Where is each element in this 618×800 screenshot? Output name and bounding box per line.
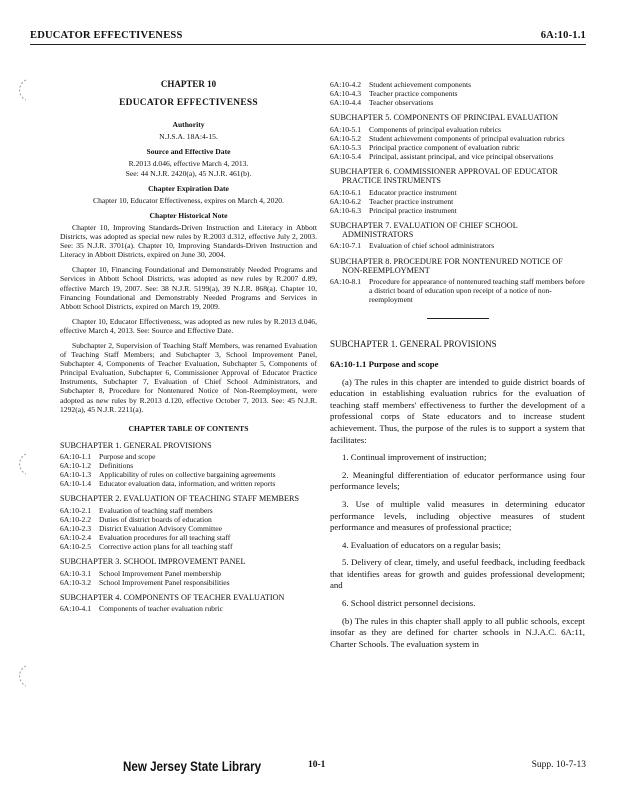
toc-section-number: 6A:10-4.2 (330, 80, 362, 89)
toc-section-number: 6A:10-3.2 (60, 577, 92, 587)
toc-section-title: School Improvement Panel membership (99, 568, 222, 578)
toc-subchapter-heading: SUBCHAPTER 6. COMMISSIONER APPROVAL OF EDUCATOR PRACTICE INSTRUMENTS (330, 166, 558, 186)
toc-section-number: 6A:10-6.3 (330, 205, 362, 215)
table-of-contents (60, 441, 317, 613)
expiration-text: Chapter 10, Educator Effectiveness, expires on March 4, 2020. (93, 195, 284, 205)
right-column (330, 80, 585, 656)
expiration-heading: Chapter Expiration Date (148, 183, 229, 193)
toc-section-title: Teacher observations (369, 98, 434, 108)
toc-entry (330, 241, 585, 250)
toc-section-number: 6A:10-7.1 (330, 241, 362, 251)
toc-section-title: Components of teacher evaluation rubric (99, 604, 223, 614)
toc-section-title: Principal practice instrument (369, 205, 457, 215)
toc-section-number: 6A:10-1.1 (60, 452, 92, 462)
page-number: 10-1 (308, 760, 326, 770)
toc-section-number: 6A:10-4.4 (330, 98, 362, 108)
toc-section-number: 6A:10-1.4 (60, 479, 92, 489)
toc-section-number: 6A:10-2.3 (60, 523, 92, 533)
header-section-number: 6A:10-1.1 (540, 30, 586, 41)
toc-section-title: Teacher practice instrument (369, 196, 454, 206)
toc-section-number: 6A:10-1.2 (60, 461, 92, 471)
toc-entry (60, 533, 317, 542)
source-line: See: 44 N.J.R. 2420(a), 45 N.J.R. 461(b). (125, 168, 252, 178)
subchapter-title: SUBCHAPTER 1. GENERAL PROVISIONS (330, 339, 497, 350)
toc-section-title: Student achievement components of principal evaluation rubrics (369, 133, 565, 143)
toc-entry (60, 604, 317, 613)
toc-section-title: Teacher practice components (369, 89, 458, 99)
toc-section-title: Evaluation of teaching staff members (99, 505, 213, 515)
toc-entry (330, 89, 585, 98)
toc-section-title: Educator practice instrument (369, 187, 457, 197)
toc-entry (330, 134, 585, 143)
toc-entry (60, 452, 317, 461)
left-column (60, 80, 317, 613)
chapter-title: EDUCATOR EFFECTIVENESS (119, 98, 258, 109)
library-watermark: New Jersey State Library (123, 759, 262, 774)
toc-section-number: 6A:10-2.2 (60, 514, 92, 524)
source-line: R.2013 d.046, effective March 4, 2013. (128, 159, 249, 169)
toc-entry (60, 542, 317, 551)
body-paragraph: 4. Evaluation of educators on a regular basis; (342, 539, 501, 550)
body-paragraph: 5. Delivery of clear, timely, and useful feedback, including feedback that identifies areas for growth and guides professional development; and (330, 557, 585, 591)
header-rule (30, 44, 586, 45)
toc-subchapter-heading: SUBCHAPTER 3. SCHOOL IMPROVEMENT PANEL (60, 557, 246, 567)
history-heading: Chapter Historical Note (149, 210, 228, 220)
toc-section-title: Corrective action plans for all teaching staff (99, 542, 233, 552)
header-title: EDUCATOR EFFECTIVENESS (30, 30, 183, 41)
toc-section-number: 6A:10-2.5 (60, 542, 92, 552)
toc-entry (60, 479, 317, 488)
toc-section-title: Student achievement components (369, 80, 472, 89)
toc-section-number: 6A:10-4.1 (60, 604, 92, 614)
toc-section-number: 6A:10-8.1 (330, 277, 362, 287)
toc-entry (330, 125, 585, 134)
toc-entry (60, 506, 317, 515)
toc-entry (330, 152, 585, 161)
toc-section-title: Principal, assistant principal, and vice principal observations (369, 151, 554, 161)
toc-section-number: 6A:10-4.3 (330, 89, 362, 99)
toc-entry (330, 98, 585, 107)
toc-subchapter-heading: SUBCHAPTER 4. COMPONENTS OF TEACHER EVALUATION (60, 592, 285, 602)
section-divider (427, 318, 489, 319)
toc-entry (60, 461, 317, 470)
toc-section-title: Evaluation of chief school administrators (369, 241, 495, 251)
toc-section-number: 6A:10-5.4 (330, 151, 362, 161)
toc-section-number: 6A:10-5.1 (330, 124, 362, 134)
toc-section-number: 6A:10-5.2 (330, 133, 362, 143)
body-paragraph: 2. Meaningful differentiation of educator performance using four performance levels; (330, 469, 585, 492)
body-paragraph: (b) The rules in this chapter shall apply to all public schools, except insofar as they are defined for charter schools in N.J.A.C. 6A:11, Charter Schools. The evaluation system in (330, 615, 585, 649)
toc-entry (60, 470, 317, 479)
authority-heading: Authority (172, 120, 205, 130)
toc-section-title: Evaluation procedures for all teaching staff (99, 533, 231, 543)
section-title: 6A:10-1.1 Purpose and scope (330, 358, 439, 369)
toc-subchapter-heading: SUBCHAPTER 1. GENERAL PROVISIONS (60, 440, 212, 450)
toc-entry (60, 515, 317, 524)
authority-text: N.J.S.A. 18A:4-15. (159, 132, 218, 142)
subchapter-body (330, 339, 585, 650)
chapter-number: CHAPTER 10 (160, 79, 217, 89)
toc-entry (330, 206, 585, 215)
running-header (30, 30, 586, 41)
toc-section-number: 6A:10-2.1 (60, 505, 92, 515)
punch-hole-icon (4, 450, 32, 478)
toc-section-title: Applicability of rules on collective bargaining agreements (99, 470, 276, 480)
toc-section-number: 6A:10-2.4 (60, 533, 92, 543)
toc-section-title: Purpose and scope (99, 452, 156, 462)
toc-section-title: Educator evaluation data, information, and written reports (99, 479, 276, 489)
source-heading: Source and Effective Date (146, 147, 231, 157)
toc-section-title: Components of principal evaluation rubrics (369, 124, 502, 134)
toc-entry (60, 524, 317, 533)
history-paragraph: Chapter 10, Improving Standards-Driven Instruction and Literacy in Abbott Districts, was adopted as special new rules by R.2003 d.312, effective July 2, 2003. See: 35 N.J.R. 3701(a). Chapter 10, Improving Standards-Driven Instruction and Literacy in Abbott Districts, expired on June 30, 2004. (60, 222, 317, 260)
toc-section-number: 6A:10-1.3 (60, 470, 92, 480)
toc-subchapter-heading: SUBCHAPTER 2. EVALUATION OF TEACHING STAFF MEMBERS (60, 494, 300, 504)
punch-hole-icon (4, 76, 32, 104)
toc-section-title: School Improvement Panel responsibilities (99, 577, 230, 587)
toc-section-number: 6A:10-6.1 (330, 187, 362, 197)
toc-section-title: Duties of district boards of education (99, 514, 212, 524)
body-paragraph: (a) The rules in this chapter are intended to guide district boards of education in establishing evaluation rubrics for the evaluation of teaching staff members' effectiveness to further the development of a professional corps of State educators and to increase student achievement. Thus, the purpose of the rules is to support a system that facilitates: (330, 376, 585, 445)
toc-section-number: 6A:10-5.3 (330, 142, 362, 152)
toc-section-title: Principal practice component of evaluation rubric (369, 142, 520, 152)
history-paragraph: Chapter 10, Educator Effectiveness, was adopted as new rules by R.2013 d.046, effective March 4, 2013. See: Source and Effective Date. (60, 316, 317, 335)
toc-entry (330, 277, 585, 304)
section-text (330, 377, 585, 651)
toc-section-number: 6A:10-3.1 (60, 568, 92, 578)
history-paragraph: Chapter 10, Financing Foundational and Demonstrably Needed Programs and Services in Abbott School Districts, was adopted as new rules by R.2007 d.89, effective March 19, 2007. See: 38 N.J.R. 5199(a), 39 N.J.R. 868(a). Chapter 10, Financing Foundational and Demonstrably Needed Programs and Services in Abbott School Districts, expired on March 19, 2009. (60, 265, 317, 311)
punch-hole-icon (4, 662, 32, 690)
toc-section-title: Definitions (99, 461, 134, 471)
toc-entry (330, 143, 585, 152)
toc-entry (60, 569, 317, 578)
history-paragraph: Subchapter 2, Supervision of Teaching Staff Members, was renamed Evaluation of Teaching Staff Members; and Subchapter 3, School Improvement Panel, Subchapter 4, Components of Teacher Evaluation, Subchapter 5, Components of Principal Evaluation, Subchapter 6, Commissioner Approval of Educator Practice Instruments, Subchapter 7, Evaluation of Chief School Administrators, and Subchapter 8, Procedure for Nontenured Notice of Non-Reemployment, were adopted as new rules by R.2013 d.120, effective October 7, 2013. See: 45 N.J.R. 1292(a), 45 N.J.R. 2211(a). (60, 340, 317, 414)
body-paragraph: 3. Use of multiple valid measures in determining educator performance levels, including objective measures of student performance and measures of professional practice; (330, 498, 585, 533)
toc-entry (330, 197, 585, 206)
body-paragraph: 1. Continual improvement of instruction; (342, 452, 487, 463)
toc-entry (330, 188, 585, 197)
supplement-date: Supp. 10-7-13 (531, 760, 586, 770)
toc-subchapter-heading: SUBCHAPTER 8. PROCEDURE FOR NONTENURED NOTICE OF NON-REEMPLOYMENT (330, 256, 563, 275)
toc-entry (330, 80, 585, 89)
toc-heading: CHAPTER TABLE OF CONTENTS (128, 423, 249, 433)
toc-entry (60, 578, 317, 587)
toc-subchapter-heading: SUBCHAPTER 7. EVALUATION OF CHIEF SCHOOL ADMINISTRATORS (330, 220, 518, 240)
toc-section-title: District Evaluation Advisory Committee (99, 523, 222, 533)
table-of-contents-continued (330, 80, 585, 304)
toc-section-number: 6A:10-6.2 (330, 196, 362, 206)
toc-section-title: Procedure for appearance of nontenured teaching staff members before a district board of education upon receipt of a notice of non-reemployment (369, 277, 585, 305)
toc-subchapter-heading: SUBCHAPTER 5. COMPONENTS OF PRINCIPAL EVALUATION (330, 113, 559, 123)
body-paragraph: 6. School district personnel decisions. (342, 598, 476, 609)
